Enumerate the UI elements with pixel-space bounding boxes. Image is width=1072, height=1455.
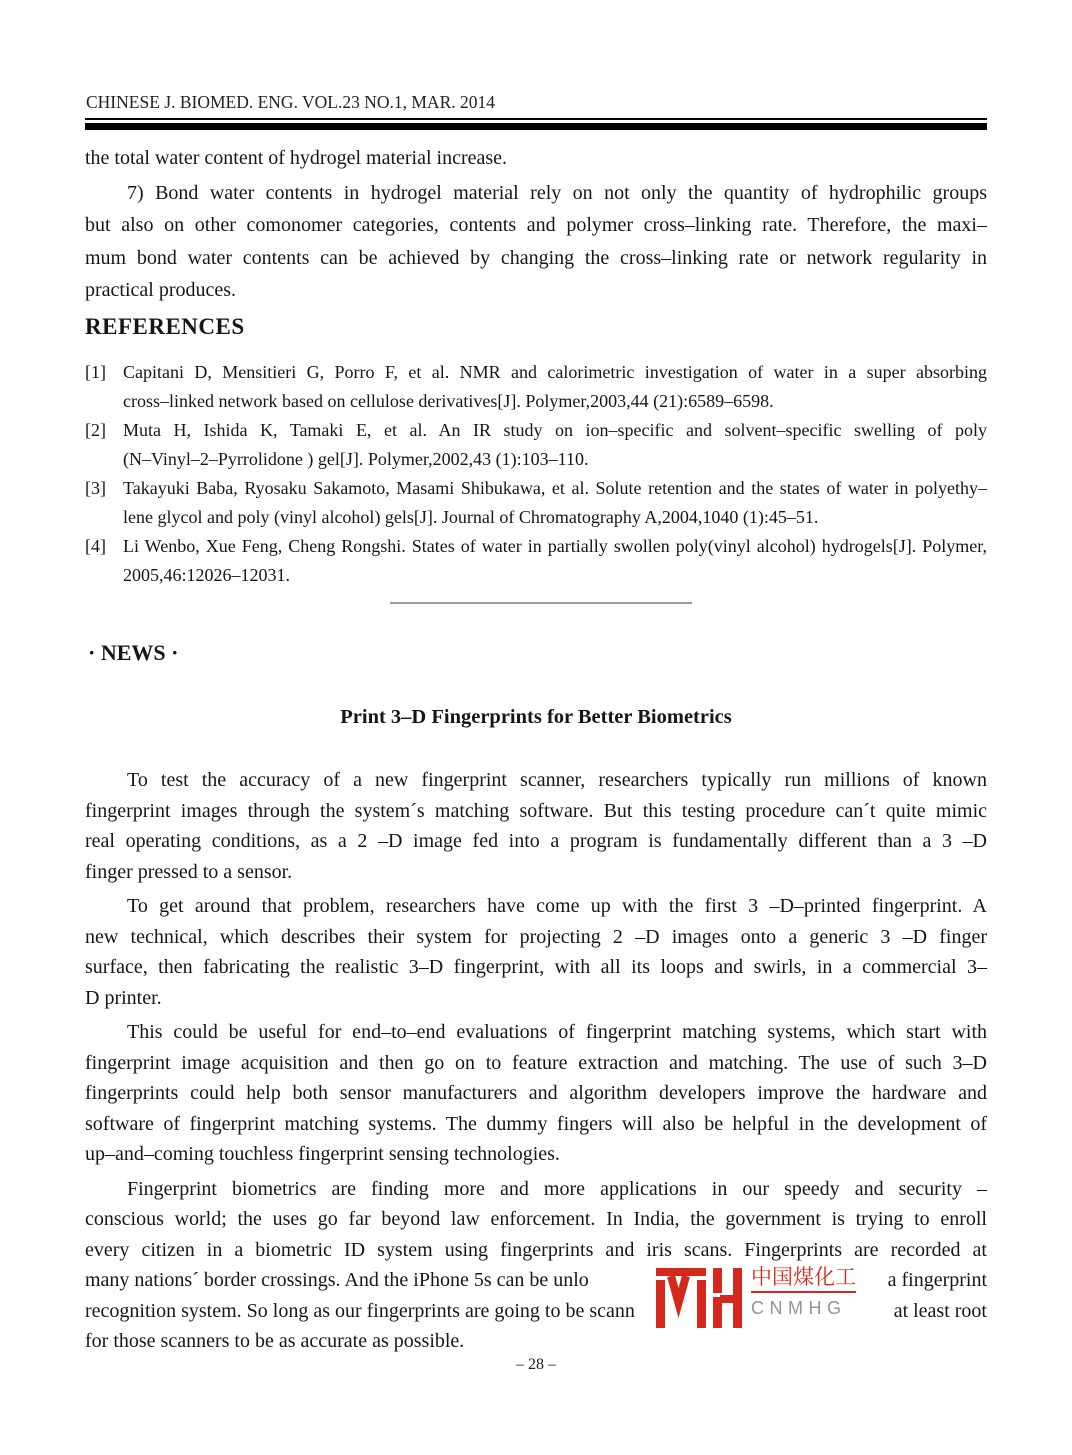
coal-chem-logo-icon — [656, 1268, 742, 1328]
reference-number: [2] — [85, 420, 106, 440]
text-line: finger pressed to a sensor. — [85, 860, 293, 883]
references-heading: REFERENCES — [85, 314, 245, 339]
reference-text: lene glycol and poly (vinyl alcohol) gels[J]. Journal of Chromatography A,2004,1040 (1):45–51. — [123, 507, 819, 527]
text-line: fingerprint images through the system´s matching software. But this testing procedure can´t quite mimic — [85, 799, 987, 822]
text-fragment: many nations´ border crossings. And the iPhone 5s can be unlo — [85, 1269, 589, 1291]
text-line: software of fingerprint matching systems. The dummy fingers will also be helpful in the development of — [85, 1112, 987, 1135]
text-line: fingerprint image acquisition and then go on to feature extraction and matching. The use of such 3–D — [85, 1051, 987, 1074]
journal-header: CHINESE J. BIOMED. ENG. VOL.23 NO.1, MAR. 2014 — [86, 92, 495, 112]
reference-text: Takayuki Baba, Ryosaku Sakamoto, Masami Shibukawa, et al. Solute retention and the states of water in polyethy– — [123, 478, 987, 498]
watermark-text — [751, 1264, 856, 1320]
header-rule-thin — [85, 118, 987, 120]
article-closing-block — [85, 142, 987, 307]
header-rule-thick — [85, 123, 987, 130]
watermark — [656, 1261, 877, 1333]
reference-number: [1] — [85, 362, 106, 382]
text-line: real operating conditions, as a 2 –D image fed into a program is fundamentally different than a 3 –D — [85, 830, 987, 852]
text-line: fingerprints could help both sensor manufacturers and algorithm developers improve the hardware and — [85, 1082, 987, 1104]
text-line: 7) Bond water contents in hydrogel material rely on not only the quantity of hydrophilic groups — [127, 181, 987, 204]
text-line: To test the accuracy of a new fingerprint scanner, researchers typically run millions of known — [127, 769, 987, 791]
reference-text: cross–linked network based on cellulose derivatives[J]. Polymer,2003,44 (21):6589–6598. — [123, 391, 774, 411]
text-line: for those scanners to be as accurate as possible. — [85, 1330, 465, 1352]
text-line: surface, then fabricating the realistic 3–D fingerprint, with all its loops and swirls, in a commercial 3– — [85, 956, 987, 978]
text-line: new technical, which describes their system for projecting 2 –D images onto a generic 3 –D finger — [85, 925, 987, 948]
text-line: To get around that problem, researchers have come up with the first 3 –D–printed fingerprint. A — [127, 895, 987, 917]
reference-text: Li Wenbo, Xue Feng, Cheng Rongshi. States of water in partially swollen poly(vinyl alcohol) hydrogels[J]. Polymer, — [123, 536, 987, 556]
text-line: Fingerprint biometrics are finding more and more applications in our speedy and security – — [127, 1177, 987, 1200]
reference-item — [85, 416, 987, 474]
news-section-heading: · NEWS · — [88, 640, 179, 665]
text-line: conscious world; the uses go far beyond law enforcement. In India, the government is trying to enroll — [85, 1208, 987, 1230]
text-line: every citizen in a biometric ID system using fingerprints and iris scans. Fingerprints are recorded at — [85, 1238, 987, 1261]
reference-item — [85, 358, 987, 416]
reference-text: (N–Vinyl–2–Pyrrolidone ) gel[J]. Polymer,2002,43 (1):103–110. — [123, 449, 589, 469]
reference-number: [3] — [85, 478, 106, 498]
text-line: up–and–coming touchless fingerprint sensing technologies. — [85, 1143, 560, 1165]
news-paragraph — [85, 1017, 987, 1170]
text-line: mum bond water contents can be achieved by changing the cross–linking rate or network regularity in — [85, 246, 987, 269]
section-divider-rule — [390, 602, 692, 604]
page-number: – 28 – — [516, 1356, 556, 1373]
text-line: This could be useful for end–to–end evaluations of fingerprint matching systems, which start with — [127, 1021, 987, 1043]
reference-item — [85, 532, 987, 590]
reference-number: [4] — [85, 536, 106, 556]
text-fragment: recognition system. So long as our fingerprints are going to be scann — [85, 1299, 635, 1322]
reference-text: Muta H, Ishida K, Tamaki E, et al. An IR study on ion–specific and solvent–specific swelling of poly — [123, 420, 987, 440]
news-article-title: Print 3–D Fingerprints for Better Biometrics — [340, 706, 732, 728]
text-line: but also on other comonomer categories, contents and polymer cross–linking rate. Therefore, the maxi– — [85, 214, 987, 236]
text-line: the total water content of hydrogel material increase. — [85, 147, 508, 169]
reference-text: 2005,46:12026–12031. — [123, 565, 291, 585]
text-fragment: a fingerprint — [887, 1269, 987, 1291]
reference-item — [85, 474, 987, 532]
text-line: practical produces. — [85, 279, 237, 301]
news-paragraph — [85, 891, 987, 1013]
watermark-latin-text: CNMHG — [751, 1298, 847, 1318]
text-line: D printer. — [85, 986, 162, 1009]
watermark-chinese-text: 中国煤化工 — [751, 1264, 856, 1293]
article-paragraph — [85, 177, 987, 307]
text-fragment: at least root — [893, 1299, 987, 1322]
reference-text: Capitani D, Mensitieri G, Porro F, et al. NMR and calorimetric investigation of water in a super absorbing — [123, 362, 987, 382]
news-paragraph — [85, 765, 987, 887]
references-list — [85, 358, 987, 590]
